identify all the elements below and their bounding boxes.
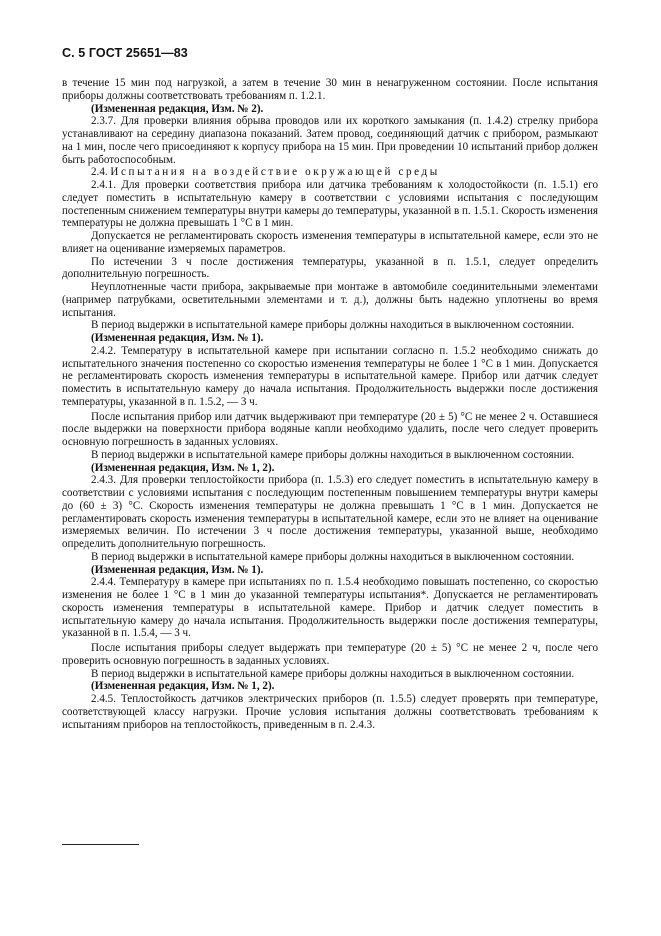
clause-2-3-7: 2.3.7. Для проверки влияния обрыва проводов или их короткого замыкания (п. 1.4.2) стрелку прибора устанавливают на середину диапазона показаний. Затем провод, соединяющий датчик с прибором, размыкают на 1 мин, после чего присоединяют к корпусу прибора на 15 мин. При проведении 10 испытаний прибор должен быть работоспособным. xyxy=(62,115,598,166)
paragraph: В период выдержки в испытательной камере приборы должны находиться в выключенном состоянии. xyxy=(91,550,575,563)
clause-2-4-5: 2.4.5. Теплостойкость датчиков электрических приборов (п. 1.5.5) следует проверять при температуре, соответствующей классу нагрузки. Прочие условия испытания должны соответствовать требованиям к испытаниям приборов на теплостойкость, приведенным в п. 2.4.3. xyxy=(62,693,598,731)
revision-note: (Измененная редакция, Изм. № 2). xyxy=(91,102,264,115)
clause-2-4-4: 2.4.4. Температуру в камере при испытаниях по п. 1.5.4 необходимо повышать постепенно, со скоростью изменения не более 1 °С в 1 мин до указанной температуры испытания*. Допускается не регламентировать скорость изменения температуры в испытательной камере. Прибор и датчик следует поместить в испытательную камеру до начала испытания. Продолжительность выдержки после достижения температуры, указанной в п. 1.5.4, — 3 ч. xyxy=(62,576,598,640)
revision-note: (Измененная редакция, Изм. № 1, 2). xyxy=(91,680,275,693)
paragraph: По истечении 3 ч после достижения температуры, указанной в п. 1.5.1, следует определить дополнительную погрешность. xyxy=(62,255,598,281)
paragraph: После испытания приборы следует выдержать при температуре (20 ± 5) °С не менее 2 ч, после чего проверить основную погрешность в заданных условиях. xyxy=(62,642,598,667)
footnote-separator xyxy=(62,844,139,845)
section-number: 2.4. xyxy=(91,166,108,179)
page-header: С. 5 ГОСТ 25651—83 xyxy=(62,46,188,60)
clause-2-4-1: 2.4.1. Для проверки соответствия прибора или датчика требованиям к холодостойкости (п. 1.5.1) его следует поместить в испытательную камеру в соответствии с условиями испытания с последующим постепенным снижением температуры внутри камеры до температуры, указанной в п. 1.5.1. Скорость изменения температуры не должна превышать 1 °С в 1 мин. xyxy=(62,179,598,230)
section-heading xyxy=(62,166,598,179)
paragraph: Неуплотненные части прибора, закрываемые при монтаже в автомобиле соединительными элементами (например патрубками, осветительными элементами и т. д.), должны быть надежно уплотнены во время испытания. xyxy=(62,281,598,319)
paragraph: В период выдержки в испытательной камере приборы должны находиться в выключенном состоянии. xyxy=(91,448,575,461)
paragraph: В период выдержки в испытательной камере приборы должны находиться в выключенном состоянии. xyxy=(91,319,575,332)
paragraph: После испытания прибор или датчик выдерживают при температуре (20 ± 5) °С не менее 2 ч. Оставшиеся после выдержки на поверхности прибора водяные капли необходимо удалить, после чего следует проверить основную погрешность в заданных условиях. xyxy=(62,410,598,448)
document-body xyxy=(62,77,598,731)
revision-note: (Измененная редакция, Изм. № 1, 2). xyxy=(91,461,275,474)
paragraph: в течение 15 мин под нагрузкой, а затем в течение 30 мин в ненагруженном состоянии. После испытания приборы должны соответствовать требованиям п. 1.2.1. xyxy=(62,77,598,102)
clause-2-4-2: 2.4.2. Температуру в испытательной камере при испытании согласно п. 1.5.2 необходимо снижать до испытательного значения постепенно со скоростью изменения температуры не более 1 °С в 1 мин. Допускается не регламентировать скорость изменения температуры в испытательной камере. Прибор или датчик следует поместить в испытательную камеру до начала испытания. Продолжительность выдержки после достижения температуры, указанной в п. 1.5.2, — 3 ч. xyxy=(62,344,598,408)
paragraph: Допускается не регламентировать скорость изменения температуры в испытательной камере, если это не влияет на оценивание измеряемых параметров. xyxy=(62,230,598,255)
revision-note: (Измененная редакция, Изм. № 1). xyxy=(91,563,264,576)
paragraph: В период выдержки в испытательной камере приборы должны находиться в выключенном состоянии. xyxy=(91,667,575,680)
revision-note: (Измененная редакция, Изм. № 1). xyxy=(91,332,264,344)
clause-2-4-3: 2.4.3. Для проверки теплостойкости прибора (п. 1.5.3) его следует поместить в испытательную камеру в соответствии с условиями испытания с последующим постепенным повышением температуры внутри камеры до (60 ± 3) °С. Скорость изменения температуры не должна превышать 1 °С в 1 мин. Допускается не регламентировать скорость изменения температуры в испытательной камере, если это не влияет на оценивание измеряемых величин. По истечении 3 ч после достижения температуры, указанной выше, необходимо определить дополнительную погрешность. xyxy=(62,474,598,550)
section-title: Испытания на воздействие окружающей среды xyxy=(110,166,440,179)
